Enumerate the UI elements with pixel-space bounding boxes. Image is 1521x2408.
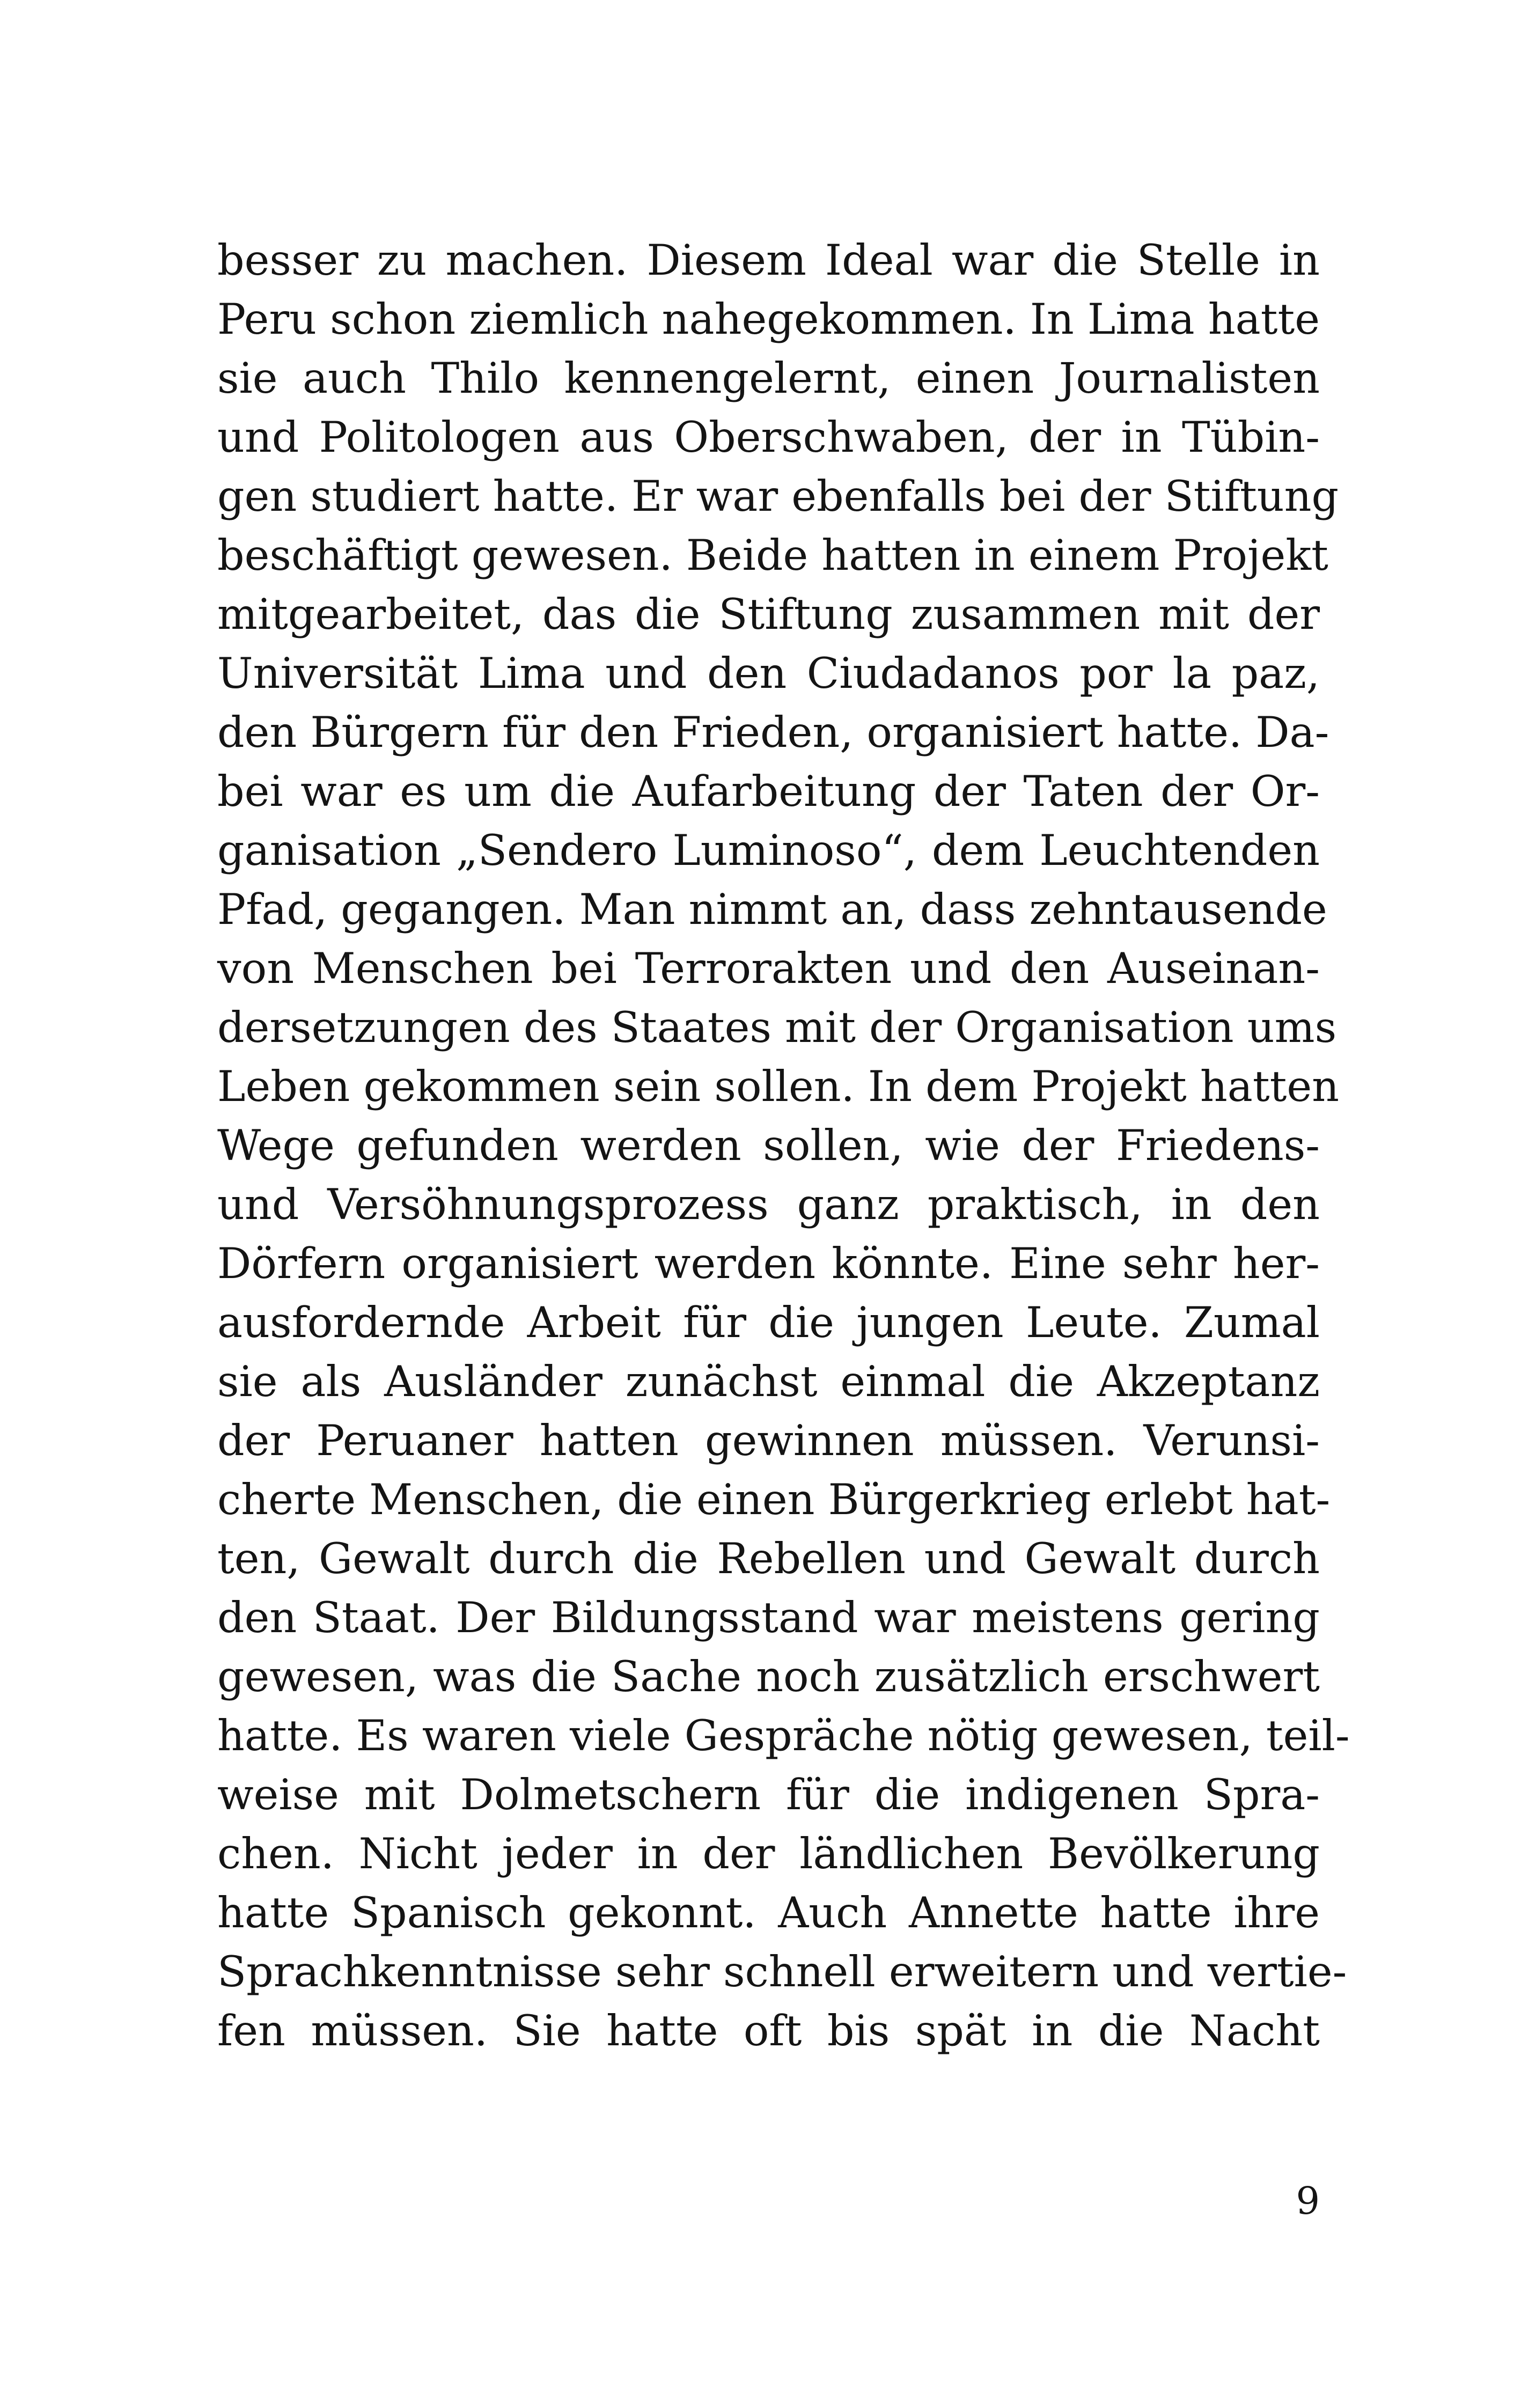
text-line: dersetzungen des Staates mit der Organisation ums [217,1003,1337,1052]
text-line: besser zu machen. Diesem Ideal war die Stelle in [217,236,1320,285]
text-line: von Menschen bei Terrorakten und den Auseinan- [217,944,1320,993]
text-line: cherte Menschen, die einen Bürgerkrieg erlebt hat- [217,1475,1331,1524]
text-line: ausfordernde Arbeit für die jungen Leute. Zumal [217,1298,1320,1347]
text-line: Dörfern organisiert werden könnte. Eine sehr her- [217,1239,1320,1288]
text-line: gewesen, was die Sache noch zusätzlich erschwert [217,1652,1320,1701]
body-text [217,231,1350,2060]
text-line: hatte. Es waren viele Gespräche nötig gewesen, teil- [217,1711,1350,1760]
text-line: hatte Spanisch gekonnt. Auch Annette hatte ihre [217,1888,1320,1937]
text-line: chen. Nicht jeder in der ländlichen Bevölkerung [217,1829,1320,1878]
text-line: den Bürgern für den Frieden, organisiert hatte. Da- [217,708,1329,757]
text-line: der Peruaner hatten gewinnen müssen. Verunsi- [217,1416,1320,1465]
text-line: ten, Gewalt durch die Rebellen und Gewalt durch [217,1534,1320,1583]
text-line: mitgearbeitet, das die Stiftung zusammen mit der [217,590,1320,639]
text-line: Universität Lima und den Ciudadanos por la paz, [217,649,1320,698]
text-line: ganisation „Sendero Luminoso“, dem Leuchtenden [217,826,1320,875]
page-number: 9 [1296,2179,1320,2223]
text-line: Leben gekommen sein sollen. In dem Projekt hatten [217,1062,1339,1111]
text-line: Pfad, gegangen. Man nimmt an, dass zehntausende [217,885,1327,934]
text-line: sie auch Thilo kennengelernt, einen Journalisten [217,354,1320,403]
text-line: Sprachkenntnisse sehr schnell erweitern und vertie- [217,1947,1347,1996]
text-line: fen müssen. Sie hatte oft bis spät in die Nacht [217,2006,1320,2055]
text-line: den Staat. Der Bildungsstand war meistens gering [217,1593,1320,1642]
text-line: sie als Ausländer zunächst einmal die Akzeptanz [217,1357,1320,1406]
text-line: weise mit Dolmetschern für die indigenen Spra- [217,1770,1320,1819]
text-line: und Politologen aus Oberschwaben, der in Tübin- [217,413,1320,462]
text-line: Peru schon ziemlich nahegekommen. In Lima hatte [217,295,1320,344]
text-line: Wege gefunden werden sollen, wie der Friedens- [217,1121,1320,1170]
text-line: beschäftigt gewesen. Beide hatten in einem Projekt [217,531,1328,580]
text-line: gen studiert hatte. Er war ebenfalls bei der Stiftung [217,472,1339,521]
text-line: bei war es um die Aufarbeitung der Taten der Or- [217,767,1320,816]
text-line: und Versöhnungsprozess ganz praktisch, in den [217,1180,1320,1229]
